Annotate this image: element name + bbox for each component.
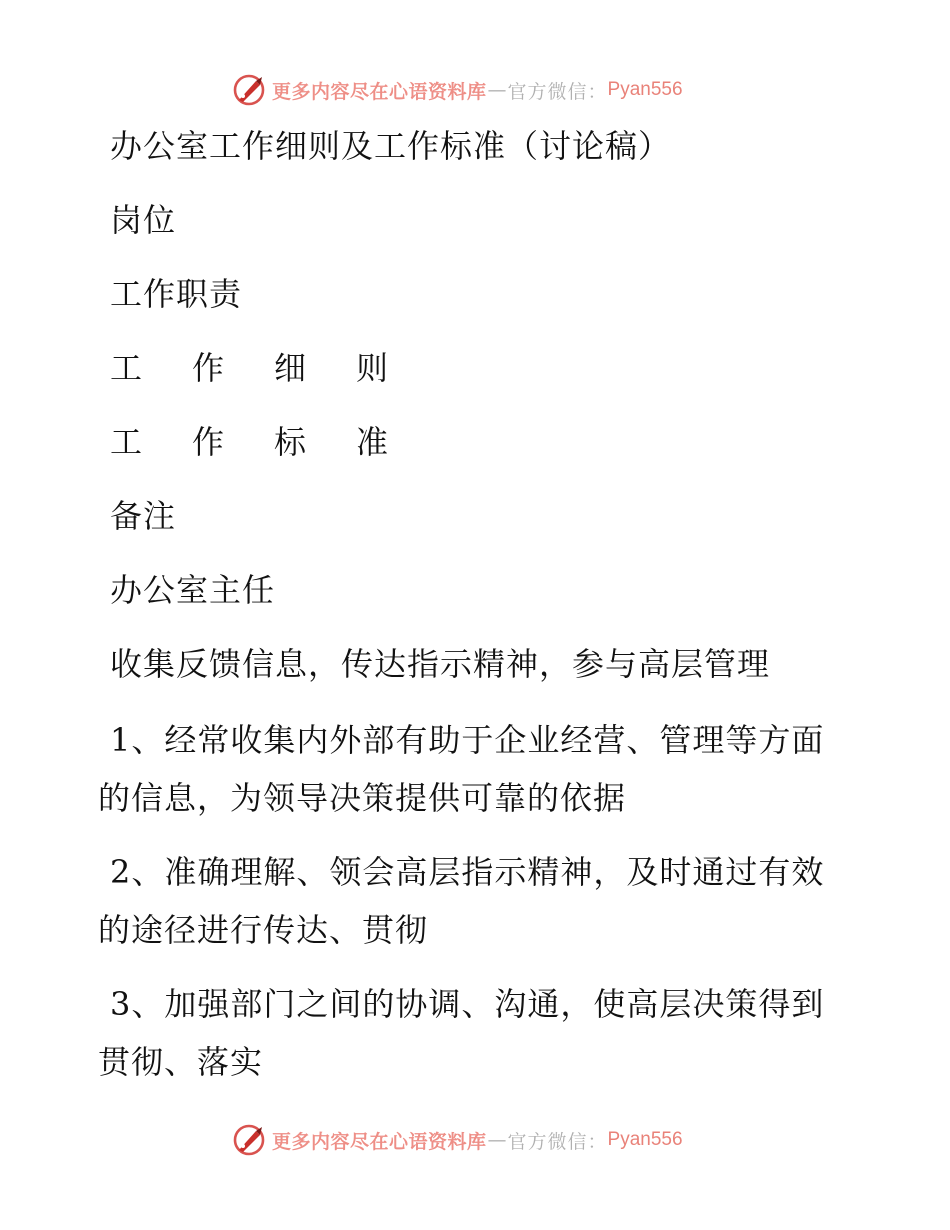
- watermark-wechat-id: Pyan556: [607, 1129, 683, 1150]
- duty-summary: 收集反馈信息，传达指示精神，参与高层管理: [110, 645, 771, 683]
- quill-pen-logo-icon: [232, 73, 266, 107]
- header-rules: 工作细则: [110, 349, 439, 387]
- watermark-header: [232, 72, 683, 108]
- watermark-footer: [232, 1122, 683, 1158]
- list-item: 1、经常收集内外部有助于企业经营、管理等方面的信息，为领导决策提供可靠的依据: [98, 721, 825, 817]
- role-name: 办公室主任: [110, 571, 276, 609]
- watermark-separator: —: [487, 1129, 507, 1151]
- list-item: 3、加强部门之间的协调、沟通，使高层决策得到贯彻、落实: [98, 985, 825, 1081]
- header-duties: 工作职责: [110, 275, 243, 313]
- list-item: 2、准确理解、领会高层指示精神，及时通过有效的途径进行传达、贯彻: [98, 853, 825, 949]
- watermark-official-label: 官方微信：: [507, 1130, 608, 1153]
- watermark-official-label: 官方微信：: [507, 80, 608, 103]
- watermark-wechat-id: Pyan556: [607, 79, 683, 100]
- watermark-site-text: 更多内容尽在心语资料库: [272, 1130, 487, 1153]
- header-notes: 备注: [110, 497, 177, 535]
- document-title: 办公室工作细则及工作标准（讨论稿）: [110, 127, 672, 165]
- watermark-separator: —: [487, 79, 507, 101]
- quill-pen-logo-icon: [232, 1123, 266, 1157]
- header-position: 岗位: [110, 201, 177, 239]
- header-standards: 工作标准: [110, 423, 439, 461]
- watermark-site-text: 更多内容尽在心语资料库: [272, 80, 487, 103]
